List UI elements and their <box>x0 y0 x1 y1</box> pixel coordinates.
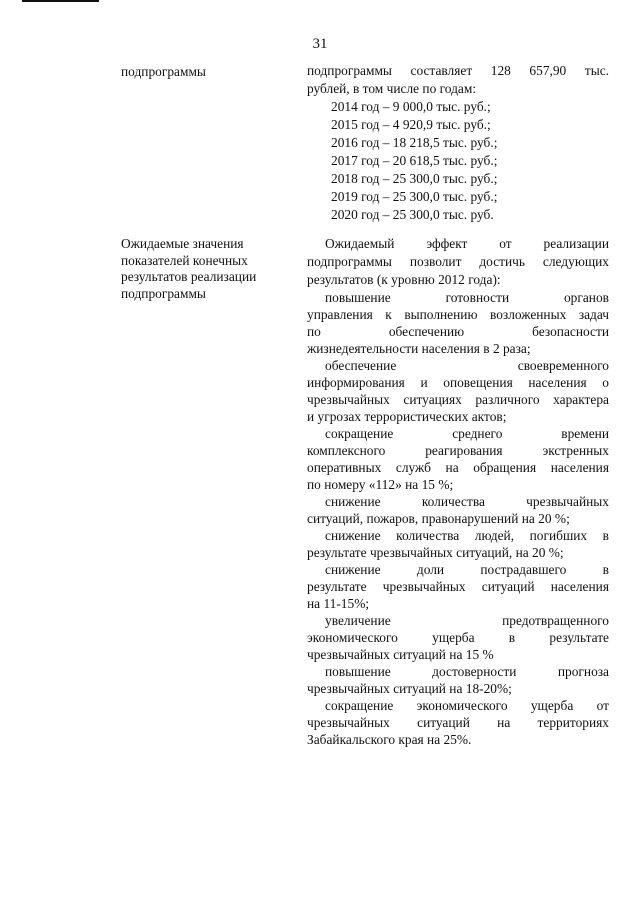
financing-line: подпрограммы составляет 128 657,90 тыс. <box>307 63 609 78</box>
result-line: увеличение предотвращенного <box>325 613 609 628</box>
result-line: по номеру «112» на 15 %; <box>307 477 454 492</box>
result-item <box>307 289 609 357</box>
section2-content <box>307 235 609 748</box>
result-item <box>307 527 609 561</box>
section1-content <box>307 62 609 224</box>
result-item <box>307 493 609 527</box>
result-line: информирования и оповещения населения о <box>307 375 609 390</box>
result-line: сокращение экономического ущерба от <box>325 698 609 713</box>
result-line: снижение количества чрезвычайных <box>325 494 609 509</box>
result-line: и угрозах террористических актов; <box>307 409 507 424</box>
result-line: снижение количества людей, погибших в <box>325 528 609 543</box>
intro-line: результатов (к уровню 2012 года): <box>307 272 501 287</box>
result-line: чрезвычайных ситуаций на 18-20%; <box>307 681 512 696</box>
result-line: чрезвычайных ситуациях различного характера <box>307 392 609 407</box>
result-item <box>307 663 609 697</box>
year-item: 2017 год – 20 618,5 тыс. руб.; <box>331 153 498 168</box>
result-line: Забайкальского края на 25%. <box>307 732 472 747</box>
result-item <box>307 561 609 612</box>
result-item <box>307 697 609 748</box>
result-line: чрезвычайных ситуаций на территориях <box>307 715 609 730</box>
section2-label-line: результатов реализации <box>121 269 257 285</box>
section2-label-line: подпрограммы <box>121 285 206 301</box>
result-line: комплексного реагирования экстренных <box>307 443 609 458</box>
result-line: повышение готовности органов <box>325 290 609 305</box>
result-item <box>307 612 609 663</box>
section2-label <box>121 236 291 302</box>
section2-label-line: Ожидаемые значения <box>121 236 244 251</box>
result-item <box>307 357 609 425</box>
year-item: 2015 год – 4 920,9 тыс. руб.; <box>331 117 491 132</box>
year-item: 2016 год – 18 218,5 тыс. руб.; <box>331 135 498 150</box>
year-item: 2019 год – 25 300,0 тыс. руб.; <box>331 189 498 204</box>
result-line: экономического ущерба в результате <box>307 630 609 645</box>
result-line: управления к выполнению возложенных задач <box>307 307 609 322</box>
result-line: по обеспечению безопасности <box>307 324 609 339</box>
result-line: на 11-15%; <box>307 596 370 611</box>
year-item: 2014 год – 9 000,0 тыс. руб.; <box>331 99 491 114</box>
section1-label: подпрограммы <box>121 64 206 79</box>
result-line: жизнедеятельности населения в 2 раза; <box>307 341 531 356</box>
year-item: 2020 год – 25 300,0 тыс. руб. <box>331 207 494 222</box>
result-line: снижение доли пострадавшего в <box>325 562 609 577</box>
section2-label-line: показателей конечных <box>121 252 248 268</box>
intro-line: подпрограммы позволит достичь следующих <box>307 254 609 269</box>
year-item: 2018 год – 25 300,0 тыс. руб.; <box>331 171 498 186</box>
result-line: обеспечение своевременного <box>325 358 609 373</box>
intro-line: Ожидаемый эффект от реализации <box>325 236 609 251</box>
result-line: результате чрезвычайных ситуаций, на 20 %; <box>307 545 564 560</box>
intro-paragraph <box>307 235 609 289</box>
top-rule <box>22 0 99 2</box>
result-item <box>307 425 609 493</box>
result-line: повышение достоверности прогноза <box>325 664 609 679</box>
page-number: 31 <box>312 36 328 52</box>
result-line: ситуаций, пожаров, правонарушений на 20 %; <box>307 511 570 526</box>
result-line: результате чрезвычайных ситуаций населения <box>307 579 609 594</box>
result-line: оперативных служб на обращения населения <box>307 460 609 475</box>
year-list <box>307 98 609 224</box>
result-line: чрезвычайных ситуаций на 15 % <box>307 647 494 662</box>
financing-line: рублей, в том числе по годам: <box>307 81 477 96</box>
result-line: сокращение среднего времени <box>325 426 609 441</box>
